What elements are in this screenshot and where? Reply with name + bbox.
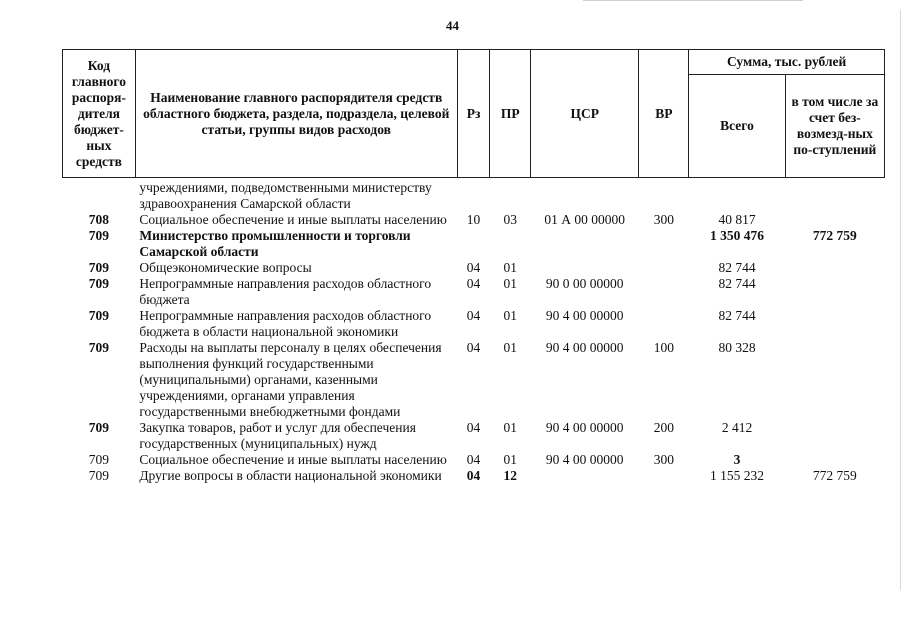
header-total: Всего xyxy=(689,75,785,178)
cell-rz: 04 xyxy=(466,420,481,435)
cell-free xyxy=(785,276,884,308)
cell-pr: 01 xyxy=(503,260,517,275)
cell-free xyxy=(785,452,884,468)
header-sum: Сумма, тыс. рублей xyxy=(689,50,885,75)
cell-code: 709 xyxy=(88,420,110,435)
cell-code: 709 xyxy=(88,340,110,355)
cell-free xyxy=(785,340,884,420)
cell-name: Расходы на выплаты персоналу в целях обеспечения выполнения функций государственными (муниципальными) органами, казенными учреждениями, органами управления государственными внебюджетными фондами xyxy=(139,340,442,419)
header-pr: ПР xyxy=(490,50,531,178)
cell-vr: 100 xyxy=(653,340,674,355)
cell-total: 1 350 476 xyxy=(710,228,764,243)
cell-code: 709 xyxy=(88,228,110,243)
table-row xyxy=(63,340,885,420)
cell-name: Социальное обеспечение и иные выплаты населению xyxy=(139,452,447,467)
cell-rz: 04 xyxy=(466,308,481,323)
cell-total: 82 744 xyxy=(718,308,756,323)
cell-total: 82 744 xyxy=(718,260,756,275)
cell-csr: 90 4 00 00000 xyxy=(545,340,624,355)
cell-name: Другие вопросы в области национальной экономики xyxy=(139,468,442,483)
cell-free xyxy=(785,212,884,228)
cell-name: учреждениями, подведомственными министерству здравоохранения Самарской области xyxy=(139,180,432,211)
cell-total: 3 xyxy=(733,452,741,467)
cell-name: Непрограммные направления расходов областного бюджета в области национальной экономики xyxy=(139,308,432,339)
cell-total: 80 328 xyxy=(718,340,756,355)
cell-pr: 01 xyxy=(503,420,517,435)
cell-vr: 200 xyxy=(653,420,674,435)
cell-pr: 01 xyxy=(503,276,517,291)
table-row xyxy=(63,228,885,260)
scan-artifact-edge xyxy=(900,10,901,590)
cell-vr xyxy=(639,260,689,276)
cell-rz: 04 xyxy=(466,468,481,483)
cell-pr: 01 xyxy=(503,452,517,467)
cell-total: 82 744 xyxy=(718,276,756,291)
cell-rz: 04 xyxy=(466,452,481,467)
cell-code: 709 xyxy=(88,452,110,467)
cell-free: 772 759 xyxy=(812,468,857,483)
cell-code: 709 xyxy=(88,468,110,483)
cell-csr xyxy=(531,468,639,484)
budget-table xyxy=(62,49,885,484)
cell-rz: 04 xyxy=(466,260,481,275)
cell-total: 2 412 xyxy=(721,420,753,435)
cell-csr xyxy=(531,178,639,213)
cell-total xyxy=(689,178,785,213)
cell-free: 772 759 xyxy=(812,228,857,243)
table-header xyxy=(63,50,885,178)
table-row xyxy=(63,212,885,228)
cell-code: 709 xyxy=(88,276,110,291)
cell-free xyxy=(785,260,884,276)
cell-vr xyxy=(639,228,689,260)
cell-name: Закупка товаров, работ и услуг для обеспечения государственных (муниципальных) нужд xyxy=(139,420,416,451)
cell-pr xyxy=(490,228,531,260)
cell-rz: 10 xyxy=(466,212,481,227)
cell-code: 709 xyxy=(88,260,110,275)
cell-pr: 01 xyxy=(503,308,517,323)
table-row xyxy=(63,468,885,484)
cell-free xyxy=(785,308,884,340)
table-row xyxy=(63,420,885,452)
cell-csr: 90 4 00 00000 xyxy=(545,452,624,467)
cell-rz: 04 xyxy=(466,340,481,355)
table-row xyxy=(63,276,885,308)
cell-free xyxy=(785,178,884,213)
table-row xyxy=(63,178,885,213)
cell-code: 708 xyxy=(88,212,110,227)
header-code: Код главного распоря-дителя бюджет-ных средств xyxy=(63,50,136,178)
cell-rz: 04 xyxy=(466,276,481,291)
cell-csr: 90 4 00 00000 xyxy=(545,308,624,323)
cell-name: Министерство промышленности и торговли Самарской области xyxy=(139,228,411,259)
cell-vr: 300 xyxy=(653,212,674,227)
cell-pr: 03 xyxy=(503,212,517,227)
cell-csr: 01 А 00 00000 xyxy=(544,212,626,227)
cell-rz xyxy=(457,178,490,213)
table-row xyxy=(63,452,885,468)
cell-pr: 01 xyxy=(503,340,517,355)
header-rz: Рз xyxy=(457,50,490,178)
table-row xyxy=(63,308,885,340)
cell-csr: 90 4 00 00000 xyxy=(545,420,624,435)
cell-code xyxy=(63,178,136,213)
header-csr: ЦСР xyxy=(531,50,639,178)
cell-vr xyxy=(639,178,689,213)
header-row-1 xyxy=(63,50,885,75)
cell-code: 709 xyxy=(88,308,110,323)
cell-total: 40 817 xyxy=(718,212,756,227)
table-body xyxy=(63,178,885,485)
cell-total: 1 155 232 xyxy=(710,468,764,483)
cell-vr xyxy=(639,468,689,484)
page-number: 44 xyxy=(446,18,459,33)
table-row xyxy=(63,260,885,276)
scan-artifact-top xyxy=(583,0,803,1)
cell-csr xyxy=(531,260,639,276)
cell-vr xyxy=(639,308,689,340)
header-name: Наименование главного распорядителя средств областного бюджета, раздела, подраздела, целевой статьи, группы видов расходов xyxy=(135,50,457,178)
cell-name: Непрограммные направления расходов областного бюджета xyxy=(139,276,432,307)
cell-rz xyxy=(457,228,490,260)
header-vr: ВР xyxy=(639,50,689,178)
cell-pr xyxy=(490,178,531,213)
cell-csr xyxy=(531,228,639,260)
cell-free xyxy=(785,420,884,452)
cell-vr: 300 xyxy=(653,452,674,467)
cell-csr: 90 0 00 00000 xyxy=(545,276,624,291)
header-free: в том числе за счет без-возмезд-ных по-ступлений xyxy=(785,75,884,178)
cell-name: Общеэкономические вопросы xyxy=(139,260,312,275)
cell-pr: 12 xyxy=(503,468,517,483)
cell-name: Социальное обеспечение и иные выплаты населению xyxy=(139,212,447,227)
cell-vr xyxy=(639,276,689,308)
